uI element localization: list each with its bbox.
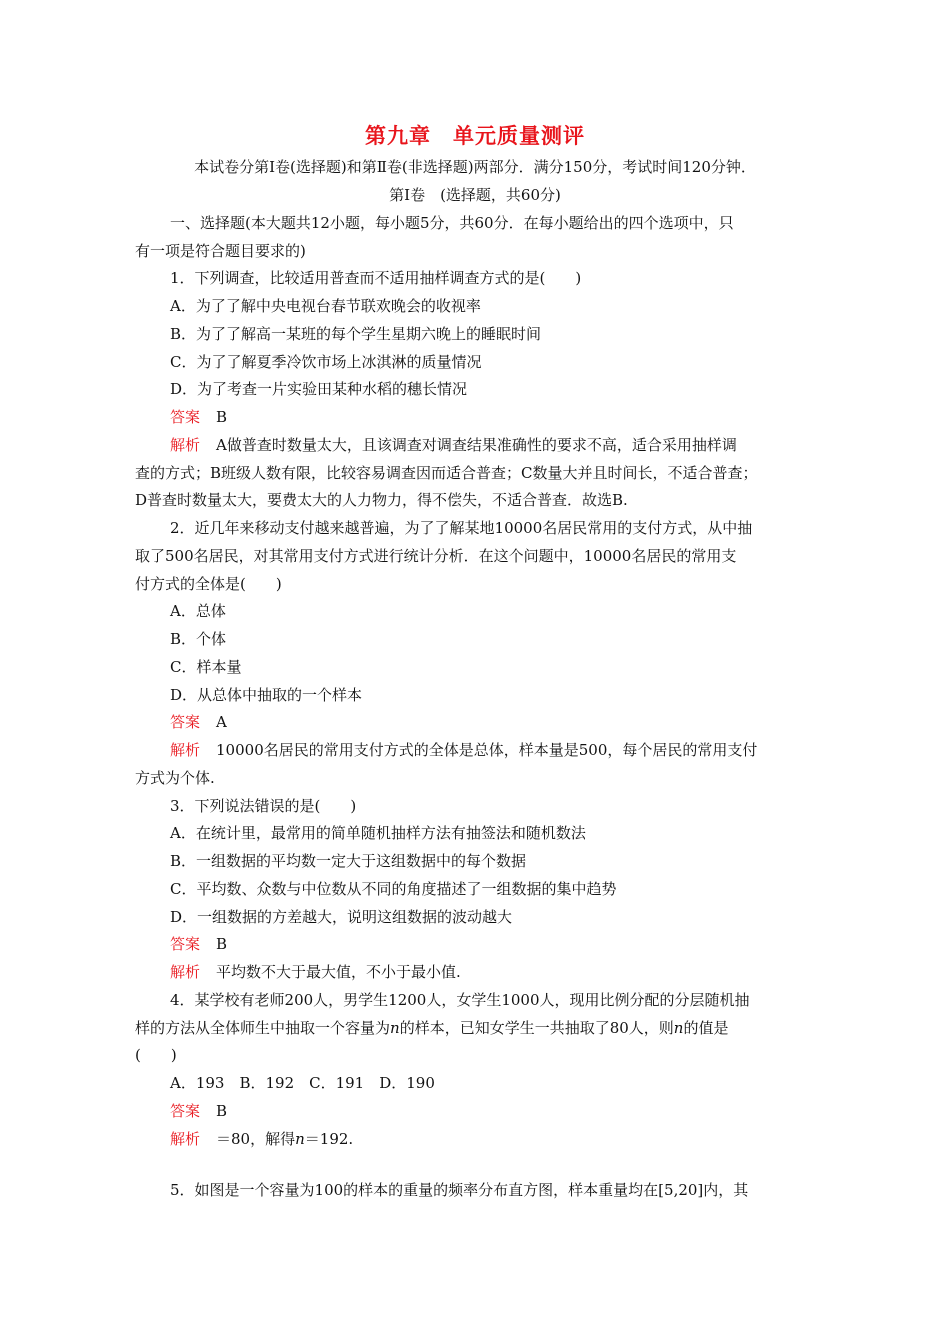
q1-answer	[170, 407, 227, 427]
answer-label: 答案	[170, 713, 201, 731]
q5-stem-line1: 5．如图是一个容量为100的样本的重量的频率分布直方图，样本重量均在[5,20]内，其	[170, 1181, 749, 1199]
q1-option-b: B．为了了解高一某班的每个学生星期六晚上的睡眠时间	[170, 325, 542, 343]
analysis-label: 解析	[170, 963, 201, 981]
q2-answer	[170, 712, 227, 732]
q3-answer	[170, 934, 227, 954]
analysis-label: 解析	[170, 1130, 201, 1148]
section-heading: 第Ⅰ卷 (选择题，共60分)	[389, 186, 561, 204]
q2-option-a: A．总体	[170, 602, 226, 620]
q3-answer-value: B	[216, 935, 228, 953]
analysis-label: 解析	[170, 741, 201, 759]
answer-label: 答案	[170, 935, 201, 953]
q2-stem-line2: 取了500名居民，对其常用支付方式进行统计分析．在这个问题中，10000名居民的常用支	[135, 547, 737, 565]
q2-analysis-line1	[170, 740, 757, 760]
q4-variable-n: n	[295, 1130, 305, 1148]
q4-variable-n: n	[390, 1019, 400, 1037]
q2-stem-line1: 2．近几年来移动支付越来越普遍，为了了解某地10000名居民常用的支付方式，从中抽	[170, 519, 753, 537]
q2-answer-value: A	[216, 713, 227, 731]
q4-stem-line2	[135, 1018, 728, 1038]
q1-answer-value: B	[216, 408, 228, 426]
q4-stem-line3: ( )	[135, 1046, 177, 1064]
exam-intro: 本试卷分第Ⅰ卷(选择题)和第Ⅱ卷(非选择题)两部分．满分150分，考试时间120分钟．	[194, 158, 756, 176]
q1-stem: 1．下列调查，比较适用普查而不适用抽样调查方式的是( )	[170, 269, 582, 287]
q3-option-a: A．在统计里，最常用的简单随机抽样方法有抽签法和随机数法	[170, 824, 586, 842]
q1-analysis-line3: D普查时数量太大，要费太大的人力物力，得不偿失，不适合普查．故选B.	[135, 491, 628, 509]
q4-analysis-text-c: ＝192.	[304, 1130, 354, 1148]
q1-option-a: A．为了了解中央电视台春节联欢晚会的收视率	[170, 297, 481, 315]
q2-option-d: D．从总体中抽取的一个样本	[170, 686, 363, 704]
q3-option-b: B．一组数据的平均数一定大于这组数据中的每个数据	[170, 852, 527, 870]
q4-analysis-text-a: ＝80，解得	[216, 1130, 296, 1148]
q4-options: A．193 B．192 C．191 D．190	[170, 1074, 435, 1092]
q4-analysis-line1	[170, 1129, 353, 1149]
q4-stem-text-e: 的值是	[683, 1019, 729, 1037]
q4-stem-line1: 4．某学校有老师200人，男学生1200人，女学生1000人，现用比例分配的分层随机抽	[170, 991, 750, 1009]
q1-analysis-line2: 查的方式；B班级人数有限，比较容易调查因而适合普查；C数量大并且时间长，不适合普查；	[135, 464, 758, 482]
q3-stem: 3．下列说法错误的是( )	[170, 797, 357, 815]
q4-answer	[170, 1101, 227, 1121]
q3-option-c: C．平均数、众数与中位数从不同的角度描述了一组数据的集中趋势	[170, 880, 617, 898]
q4-stem-text-a: 样的方法从全体师生中抽取一个容量为	[135, 1019, 391, 1037]
part-intro-line1: 一、选择题(本大题共12小题，每小题5分，共60分．在每小题给出的四个选项中，只	[170, 214, 734, 232]
answer-label: 答案	[170, 408, 201, 426]
q1-analysis-text1: A做普查时数量太大，且该调查对调查结果准确性的要求不高，适合采用抽样调	[216, 436, 737, 454]
q2-analysis-text1: 10000名居民的常用支付方式的全体是总体，样本量是500，每个居民的常用支付	[216, 741, 758, 759]
part-intro-line2: 有一项是符合题目要求的)	[135, 242, 306, 260]
analysis-label: 解析	[170, 436, 201, 454]
q1-option-c: C．为了了解夏季冷饮市场上冰淇淋的质量情况	[170, 353, 482, 371]
q2-stem-line3: 付方式的全体是( )	[135, 575, 282, 593]
q2-option-c: C．样本量	[170, 658, 242, 676]
q3-option-d: D．一组数据的方差越大，说明这组数据的波动越大	[170, 908, 513, 926]
q3-analysis-line1	[170, 962, 461, 982]
q4-answer-value: B	[216, 1102, 228, 1120]
q2-analysis-line2: 方式为个体.	[135, 769, 215, 787]
q1-option-d: D．为了考查一片实验田某种水稻的穗长情况	[170, 380, 468, 398]
q3-analysis-text1: 平均数不大于最大值，不小于最小值.	[216, 963, 461, 981]
q4-stem-text-c: 的样本，已知女学生一共抽取了80人，则	[399, 1019, 674, 1037]
q4-variable-n: n	[673, 1019, 684, 1037]
page-title: 第九章 单元质量测评	[365, 124, 585, 148]
q1-analysis-line1	[170, 435, 737, 455]
q2-option-b: B．个体	[170, 630, 227, 648]
answer-label: 答案	[170, 1102, 201, 1120]
